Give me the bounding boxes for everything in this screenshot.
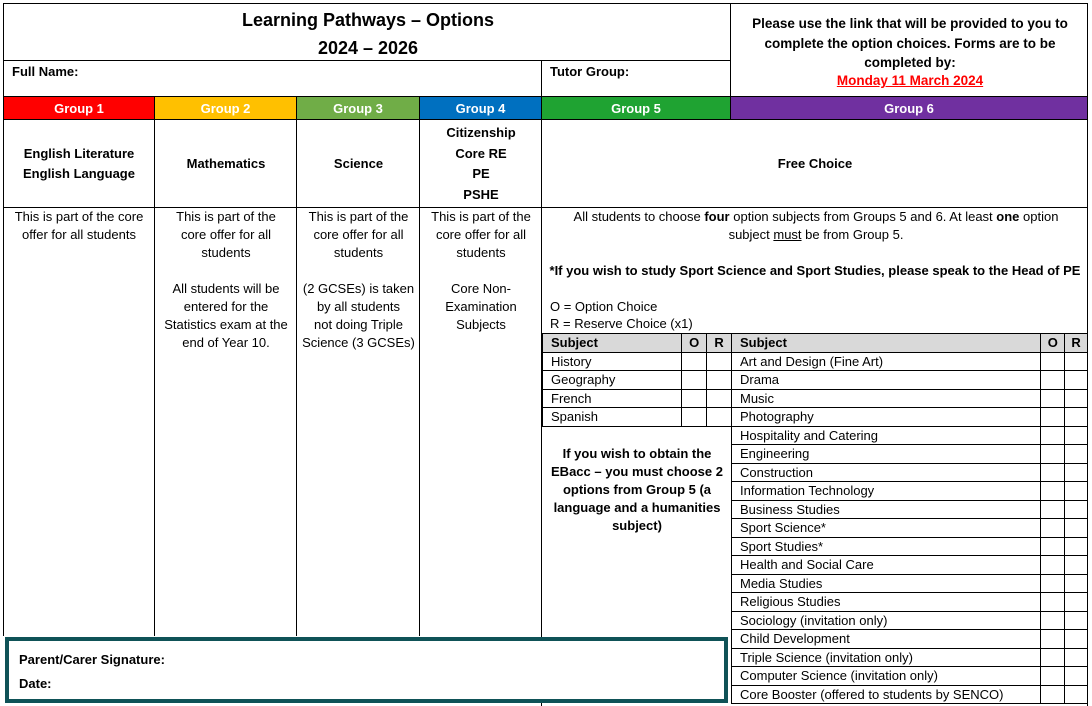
desc-line: This is part of the	[431, 209, 531, 224]
g5-subject: History	[543, 352, 682, 371]
form-years: 2024 – 2026	[317, 38, 419, 58]
reserve-checkbox[interactable]	[1065, 500, 1088, 519]
g6-subject: Computer Science (invitation only)	[732, 667, 1041, 686]
table-row	[543, 408, 732, 427]
g5-subject: Spanish	[543, 408, 682, 427]
table-row	[732, 611, 1088, 630]
table-row	[732, 371, 1088, 390]
g6-subject: Sociology (invitation only)	[732, 611, 1041, 630]
g6-subject: Hospitality and Catering	[732, 426, 1041, 445]
option-checkbox[interactable]	[1041, 426, 1065, 445]
intro-text: be from Group 5.	[801, 227, 904, 242]
desc-line	[420, 262, 542, 280]
subject-pe: PE	[472, 166, 490, 181]
group-2-description	[155, 208, 297, 352]
free-choice-intro	[556, 208, 1076, 244]
reserve-checkbox[interactable]	[1065, 519, 1088, 538]
g6-header-r: R	[1065, 334, 1088, 353]
option-checkbox[interactable]	[1041, 574, 1065, 593]
intro-text: option subject	[728, 209, 1059, 242]
full-name-field[interactable]	[3, 60, 542, 97]
sport-note: *If you wish to study Sport Science and Sport Studies, please speak to the Head of PE	[549, 263, 1081, 278]
intro-text: option subjects from Groups 5 and 6. At least	[729, 209, 997, 224]
group-1-header: Group 1	[3, 96, 155, 120]
group-1-description	[3, 208, 155, 244]
parent-signature-label: Parent/Carer Signature:	[19, 652, 165, 667]
form-title-box	[3, 3, 731, 61]
g6-subject: Media Studies	[732, 574, 1041, 593]
g6-subject: Music	[732, 389, 1041, 408]
intro-four: four	[704, 209, 730, 224]
g6-subject: Triple Science (invitation only)	[732, 648, 1041, 667]
reserve-checkbox[interactable]	[1065, 445, 1088, 464]
group-3-description	[297, 208, 420, 352]
g5-header-subject: Subject	[543, 334, 682, 353]
reserve-checkbox[interactable]	[707, 352, 732, 371]
intro-must: must	[773, 227, 802, 242]
g5-subject: French	[543, 389, 682, 408]
table-row	[732, 352, 1088, 371]
instructions-box	[730, 3, 1088, 97]
desc-line: Examination	[445, 299, 517, 314]
option-checkbox[interactable]	[1041, 519, 1065, 538]
g6-subject: Drama	[732, 371, 1041, 390]
desc-line: This is part of the	[176, 209, 276, 224]
table-row	[732, 519, 1088, 538]
ebacc-note: If you wish to obtain the EBacc – you must choose 2 options from Group 5 (a language and a humanities subject)	[551, 446, 723, 533]
option-checkbox[interactable]	[1041, 389, 1065, 408]
table-row	[732, 685, 1088, 704]
subject-english-language: English Language	[23, 166, 135, 181]
g6-subject: Business Studies	[732, 500, 1041, 519]
free-choice-label: Free Choice	[777, 156, 853, 171]
option-checkbox[interactable]	[1041, 648, 1065, 667]
intro-one: one	[996, 209, 1020, 224]
instructions-text: Please use the link that will be provided to you to complete the option choices. Forms are to be completed by:	[752, 16, 1068, 70]
option-checkbox[interactable]	[682, 371, 707, 390]
option-checkbox[interactable]	[682, 352, 707, 371]
desc-line: students	[333, 245, 384, 260]
group-5-table	[542, 333, 732, 427]
tutor-group-label: Tutor Group:	[550, 64, 630, 79]
option-checkbox[interactable]	[1041, 482, 1065, 501]
group-4-description	[420, 208, 542, 334]
signature-box[interactable]	[5, 637, 728, 703]
option-checkbox[interactable]	[682, 408, 707, 427]
g6-subject: Art and Design (Fine Art)	[732, 352, 1041, 371]
desc-line: Core Non-	[451, 281, 511, 296]
table-row	[732, 482, 1088, 501]
desc-line: This is part of the core	[14, 209, 144, 224]
reserve-checkbox[interactable]	[1065, 630, 1088, 649]
table-row	[732, 556, 1088, 575]
reserve-checkbox[interactable]	[1065, 574, 1088, 593]
desc-line: Subjects	[456, 317, 506, 332]
desc-line	[297, 262, 420, 280]
option-checkbox[interactable]	[682, 389, 707, 408]
subject-citizenship: Citizenship	[446, 125, 516, 140]
desc-line: Science (3 GCSEs)	[302, 335, 415, 350]
table-row	[543, 371, 732, 390]
table-row	[543, 389, 732, 408]
g6-subject: Core Booster (offered to students by SENCO)	[732, 685, 1041, 704]
reserve-checkbox[interactable]	[1065, 556, 1088, 575]
reserve-checkbox[interactable]	[1065, 685, 1088, 704]
g6-subject: Sport Science*	[732, 519, 1041, 538]
option-checkbox[interactable]	[1041, 445, 1065, 464]
g6-subject: Photography	[732, 408, 1041, 427]
desc-line: end of Year 10.	[182, 335, 270, 350]
g5-header-o: O	[682, 334, 707, 353]
subject-science: Science	[333, 156, 384, 171]
table-row	[732, 648, 1088, 667]
reserve-checkbox[interactable]	[707, 371, 732, 390]
subject-english-literature: English Literature	[23, 146, 135, 161]
table-row	[732, 537, 1088, 556]
table-row	[732, 389, 1088, 408]
g5-subject: Geography	[543, 371, 682, 390]
group-4-header: Group 4	[420, 96, 542, 120]
desc-line: All students will be	[172, 281, 280, 296]
legend-option: O = Option Choice	[550, 299, 658, 314]
desc-line: Statistics exam at the	[164, 317, 288, 332]
table-row	[543, 352, 732, 371]
desc-line: core offer for all	[180, 227, 272, 242]
table-row	[732, 463, 1088, 482]
option-checkbox[interactable]	[1041, 593, 1065, 612]
reserve-checkbox[interactable]	[707, 389, 732, 408]
subject-pshe: PSHE	[463, 186, 499, 202]
g6-subject: Religious Studies	[732, 593, 1041, 612]
g6-subject: Child Development	[732, 630, 1041, 649]
desc-line: not doing Triple	[314, 317, 403, 332]
option-checkbox[interactable]	[1041, 500, 1065, 519]
option-checkbox[interactable]	[1041, 352, 1065, 371]
reserve-checkbox[interactable]	[1065, 371, 1088, 390]
table-row	[732, 667, 1088, 686]
legend-reserve: R = Reserve Choice (x1)	[550, 316, 693, 331]
reserve-checkbox[interactable]	[1065, 648, 1088, 667]
desc-line: This is part of the	[308, 209, 409, 224]
table-row	[732, 426, 1088, 445]
group-3-header: Group 3	[297, 96, 420, 120]
option-checkbox[interactable]	[1041, 630, 1065, 649]
reserve-checkbox[interactable]	[1065, 463, 1088, 482]
option-checkbox[interactable]	[1041, 611, 1065, 630]
reserve-checkbox[interactable]	[1065, 408, 1088, 427]
option-checkbox[interactable]	[1041, 537, 1065, 556]
desc-line: core offer for all	[435, 227, 527, 242]
desc-line	[155, 262, 297, 280]
desc-line: by all students	[316, 299, 401, 314]
date-label: Date:	[19, 676, 52, 691]
desc-line: entered for the	[183, 299, 269, 314]
g6-subject: Construction	[732, 463, 1041, 482]
reserve-checkbox[interactable]	[1065, 611, 1088, 630]
g6-subject: Information Technology	[732, 482, 1041, 501]
option-checkbox[interactable]	[1041, 371, 1065, 390]
group-6-table	[731, 333, 1088, 704]
option-checkbox[interactable]	[1041, 463, 1065, 482]
g6-subject: Health and Social Care	[732, 556, 1041, 575]
reserve-checkbox[interactable]	[1065, 352, 1088, 371]
option-checkbox[interactable]	[1041, 667, 1065, 686]
reserve-checkbox[interactable]	[1065, 482, 1088, 501]
desc-line: students	[201, 245, 251, 260]
g5-header-r: R	[707, 334, 732, 353]
table-row	[732, 500, 1088, 519]
table-row	[732, 593, 1088, 612]
form-title: Learning Pathways – Options	[241, 10, 495, 30]
reserve-checkbox[interactable]	[1065, 426, 1088, 445]
table-row	[732, 630, 1088, 649]
reserve-checkbox[interactable]	[1065, 389, 1088, 408]
group-2-header: Group 2	[155, 96, 297, 120]
g6-header-o: O	[1041, 334, 1065, 353]
desc-line: offer for all students	[22, 227, 136, 242]
table-row	[732, 408, 1088, 427]
g6-subject: Engineering	[732, 445, 1041, 464]
reserve-checkbox[interactable]	[1065, 667, 1088, 686]
intro-text: All students to choose	[573, 209, 705, 224]
g6-subject: Sport Studies*	[732, 537, 1041, 556]
option-checkbox[interactable]	[1041, 556, 1065, 575]
full-name-label: Full Name:	[12, 64, 79, 79]
tutor-group-field[interactable]	[541, 60, 731, 97]
desc-line: core offer for all	[313, 227, 404, 242]
group-6-header: Group 6	[731, 96, 1088, 120]
reserve-checkbox[interactable]	[707, 408, 732, 427]
subject-core-re: Core RE	[455, 145, 507, 161]
reserve-checkbox[interactable]	[1065, 593, 1088, 612]
table-row	[732, 574, 1088, 593]
deadline-date: Monday 11 March 2024	[836, 73, 984, 88]
group-5-header: Group 5	[542, 96, 731, 120]
desc-line: (2 GCSEs) is taken	[302, 281, 415, 296]
subject-mathematics: Mathematics	[186, 156, 266, 171]
desc-line: students	[456, 245, 506, 260]
table-row	[732, 445, 1088, 464]
option-checkbox[interactable]	[1041, 408, 1065, 427]
option-checkbox[interactable]	[1041, 685, 1065, 704]
g6-header-subject: Subject	[732, 334, 1041, 353]
reserve-checkbox[interactable]	[1065, 537, 1088, 556]
